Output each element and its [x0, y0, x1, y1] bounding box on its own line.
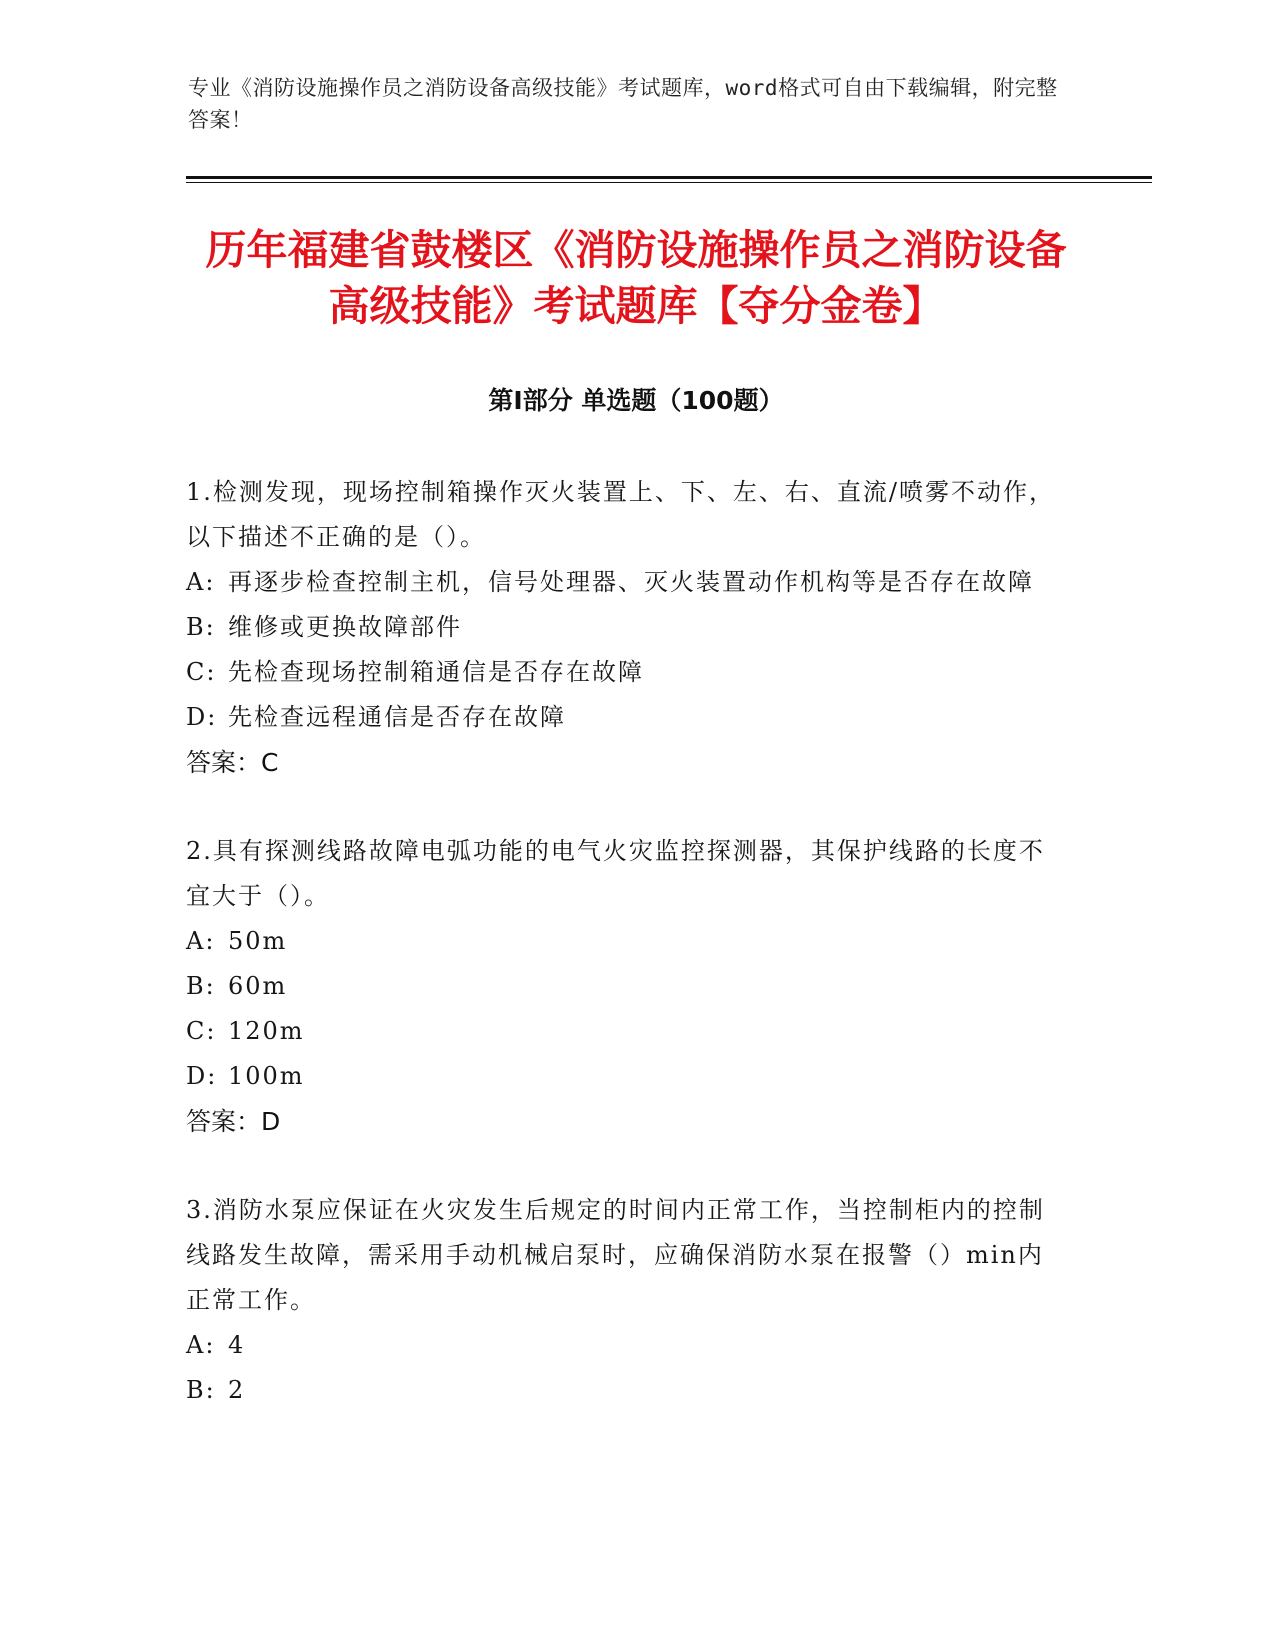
- question-stem: 1.检测发现，现场控制箱操作灭火装置上、下、左、右、直流/喷雾不动作，以下描述不正确的是（）。: [186, 478, 1055, 551]
- option-letter: D:: [186, 703, 218, 731]
- question-list: [186, 470, 1066, 1457]
- option-letter: B:: [186, 613, 216, 641]
- option-text: 50m: [228, 927, 288, 955]
- question-2: [186, 829, 1066, 1144]
- option-letter: A:: [186, 568, 216, 596]
- header-rule-thick: [186, 176, 1152, 179]
- question-stem: 3.消防水泵应保证在火灾发生后规定的时间内正常工作，当控制柜内的控制线路发生故障，需采用手动机械启泵时，应确保消防水泵在报警（）min内正常工作。: [186, 1196, 1045, 1314]
- option-text: 再逐步检查控制主机，信号处理器、灭火装置动作机构等是否存在故障: [228, 568, 1034, 596]
- document-title: 历年福建省鼓楼区《消防设施操作员之消防设备高级技能》考试题库【夺分金卷】: [205, 226, 1067, 330]
- header-note: 专业《消防设施操作员之消防设备高级技能》考试题库，word格式可自由下载编辑，附完整答案！: [188, 76, 1058, 132]
- answer-line: 答案：C: [186, 748, 279, 777]
- option-text: 120m: [228, 1017, 305, 1045]
- option-letter: C:: [186, 658, 217, 686]
- question-1: [186, 470, 1066, 785]
- option-b: [186, 605, 1066, 650]
- option-text: 先检查现场控制箱通信是否存在故障: [228, 658, 644, 686]
- option-letter: B:: [186, 972, 216, 1000]
- option-letter: A:: [186, 927, 216, 955]
- option-b: [186, 964, 1066, 1009]
- question-stem: 2.具有探测线路故障电弧功能的电气火灾监控探测器，其保护线路的长度不宜大于（）。: [186, 837, 1045, 910]
- option-text: 先检查远程通信是否存在故障: [228, 703, 566, 731]
- option-text: 维修或更换故障部件: [228, 613, 462, 641]
- header-rule-thin: [186, 182, 1152, 183]
- option-c: [186, 1009, 1066, 1054]
- option-text: 60m: [228, 972, 288, 1000]
- option-letter: B:: [186, 1376, 216, 1404]
- option-d: [186, 695, 1066, 740]
- option-b: [186, 1368, 1066, 1413]
- option-a: [186, 919, 1066, 964]
- option-letter: D:: [186, 1062, 218, 1090]
- question-3: [186, 1188, 1066, 1413]
- option-c: [186, 650, 1066, 695]
- option-a: [186, 1323, 1066, 1368]
- option-letter: A:: [186, 1331, 216, 1359]
- answer-line: 答案：D: [186, 1107, 281, 1136]
- option-text: 2: [228, 1376, 246, 1404]
- option-text: 100m: [228, 1062, 305, 1090]
- option-a: [186, 560, 1066, 605]
- option-letter: C:: [186, 1017, 217, 1045]
- section-title: 第I部分 单选题（100题）: [488, 386, 784, 415]
- option-d: [186, 1054, 1066, 1099]
- option-text: 4: [228, 1331, 246, 1359]
